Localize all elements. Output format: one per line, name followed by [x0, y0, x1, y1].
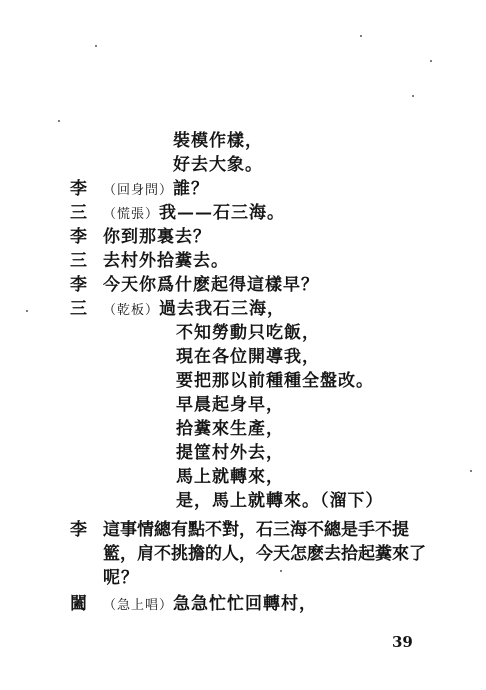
- line-text: 裝模作樣，: [173, 131, 263, 151]
- line-text: 好去大象。: [173, 155, 263, 175]
- scan-speck: [95, 45, 97, 47]
- stage-direction: （慌張）: [103, 207, 160, 222]
- line-text: 急急忙忙回轉村，: [173, 594, 318, 614]
- speaker-label: 闔: [70, 594, 88, 614]
- speaker-label: 李: [70, 227, 88, 247]
- verse-line: [176, 467, 284, 487]
- verse-line: [176, 419, 284, 439]
- line-text: 要把那以前種種全盤改。: [176, 371, 374, 391]
- speaker-label: 三: [70, 299, 88, 319]
- dialogue-continuation: [103, 544, 426, 564]
- line-text: 是，馬上就轉來。（溜下）: [176, 491, 384, 511]
- verse-line: [173, 131, 263, 151]
- line-text: 籃，肩不挑擔的人，今天怎麽去拾起糞來了: [103, 544, 426, 564]
- scan-speck: [360, 35, 362, 37]
- speaker-label: 三: [70, 251, 88, 271]
- line-text: 今天你爲什麽起得這樣早？: [103, 275, 319, 295]
- page-number: 39: [392, 633, 413, 651]
- speaker-label: 李: [70, 275, 88, 295]
- line-text: 提筐村外去，: [176, 443, 284, 463]
- speaker-label: 三: [70, 203, 88, 223]
- stage-direction: （急上唱）: [103, 598, 174, 613]
- line-text: 馬上就轉來，: [176, 467, 284, 487]
- line-text: 你到那裏去？: [103, 227, 211, 247]
- verse-line: [176, 491, 384, 511]
- line-text: 誰？: [173, 179, 210, 199]
- line-text: 不知勞動只吃飯，: [176, 323, 320, 343]
- scan-speck: [430, 60, 432, 62]
- line-text: 拾糞來生產，: [176, 419, 284, 439]
- verse-line: [176, 347, 320, 367]
- scan-speck: [412, 95, 414, 97]
- verse-line: [176, 395, 284, 415]
- scan-speck: [26, 310, 28, 312]
- line-text: 我——石三海。: [159, 203, 286, 223]
- scan-speck: [280, 570, 282, 572]
- line-text: 這事情總有點不對，石三海不總是手不提: [103, 520, 409, 540]
- speaker-label: 李: [70, 520, 88, 540]
- stage-direction: （乾板）: [103, 303, 160, 318]
- line-text: 去村外拾糞去。: [103, 251, 229, 271]
- verse-line: [173, 155, 263, 175]
- line-text: 現在各位開導我，: [176, 347, 320, 367]
- line-text: 呢？: [103, 568, 139, 588]
- line-text: 早晨起身早，: [176, 395, 284, 415]
- verse-line: [176, 323, 320, 343]
- verse-line: [176, 443, 284, 463]
- line-text: 過去我石三海，: [159, 299, 286, 319]
- scan-speck: [470, 470, 472, 472]
- verse-line: [176, 371, 374, 391]
- scan-speck: [58, 120, 60, 122]
- stage-direction: （回身問）: [103, 183, 174, 198]
- dialogue-continuation: [103, 568, 139, 588]
- speaker-label: 李: [70, 179, 88, 199]
